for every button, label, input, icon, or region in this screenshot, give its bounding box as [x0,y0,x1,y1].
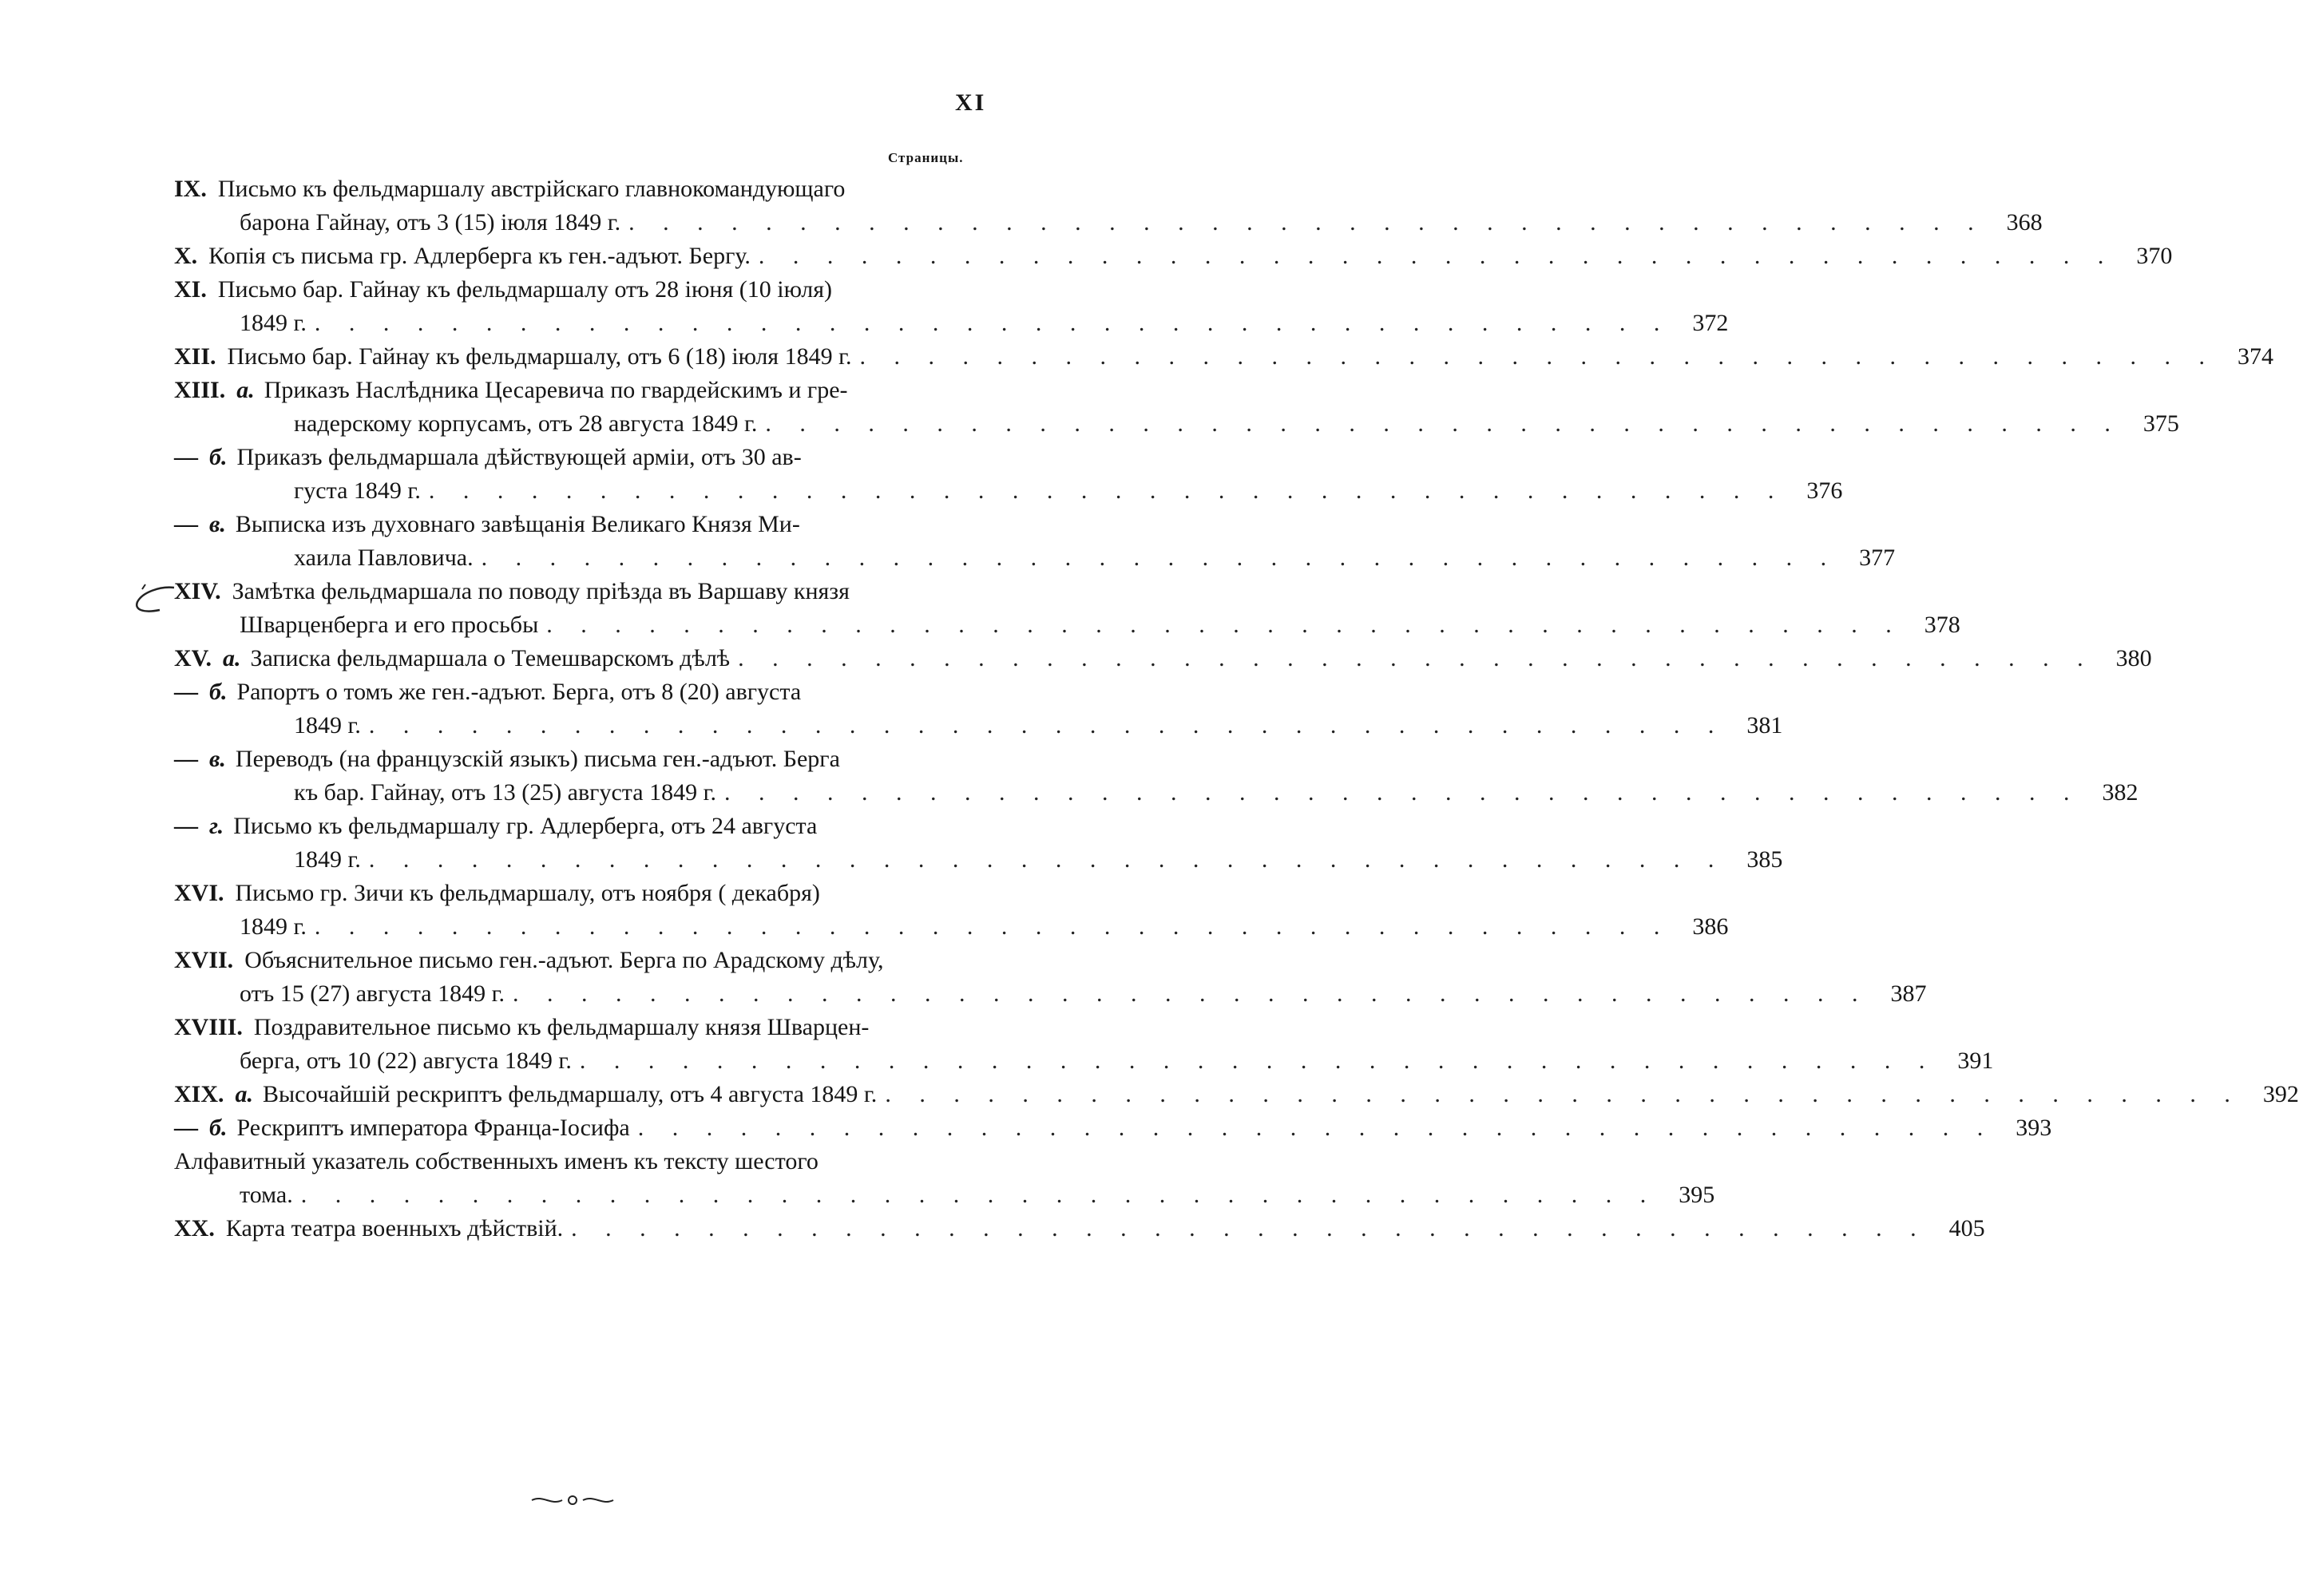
toc-page-number: 387 [1890,980,1927,1007]
toc-entry [174,1212,1985,1246]
toc-letter: в. [209,746,226,772]
toc-line [174,743,979,776]
toc-page-number: 381 [1746,712,1783,739]
toc-page-number: 368 [2006,209,2043,236]
toc-text: 1849 г. [240,310,307,336]
toc-text: берга, отъ 10 (22) августа 1849 г. [240,1047,572,1074]
toc-text: 1849 г. [294,846,361,873]
toc-line [174,407,2179,441]
toc-page-number: 395 [1679,1182,1715,1208]
toc-text: отъ 15 (27) августа 1849 г. [240,980,505,1007]
toc-number: — [174,444,198,470]
toc-text: густа 1849 г. [294,477,421,504]
toc-line [174,1111,2052,1145]
toc-text: Письмо къ фельдмаршалу гр. Адлерберга, отъ 24 августа [233,813,818,839]
toc-line [174,608,1960,642]
leader-dots: . . . . . . . . . . . . . . . . . . . . . . . . . . . . . . . . . . . . . . . . [300,1182,1658,1208]
toc-text: Рескриптъ императора Франца-Іосифа [236,1115,630,1141]
toc-line [174,474,1843,508]
toc-line [174,642,2152,675]
toc-text: Алфавитный указатель собственныхъ именъ къ тексту шестого [174,1148,819,1174]
toc-text: Поздравительное письмо къ фельдмаршалу князя Шварцен- [253,1014,870,1040]
toc-text: 1849 г. [294,712,361,739]
toc-line [174,675,979,709]
toc-line [174,776,2138,810]
toc-number: — [174,813,198,839]
toc-line [174,1011,979,1044]
toc-entry [174,374,2179,441]
toc-page-number: 386 [1692,913,1729,940]
toc-text: Шварценберга и его просьбы [240,612,539,638]
toc-number: — [174,1115,198,1141]
toc-letter: б. [209,1115,228,1141]
toc-page-number: 370 [2136,243,2173,269]
toc-text: Выписка изъ духовнаго завѣщанія Великаго Князя Ми- [235,511,800,537]
toc-text: къ бар. Гайнау, отъ 13 (25) августа 1849 г. [294,779,716,806]
toc-letter: б. [209,444,228,470]
toc-entry [174,743,2138,810]
toc-text: Записка фельдмаршала о Темешварскомъ дѣлѣ [250,645,731,671]
toc-entry [174,1011,1994,1078]
toc-line [174,206,2043,240]
leader-dots: . . . . . . . . . . . . . . . . . . . . . . . . . . . . . . . . . . . . . . . . [859,343,2217,370]
toc-page-number: 405 [1948,1215,1985,1242]
leader-dots: . . . . . . . . . . . . . . . . . . . . . . . . . . . . . . . . . . . . . . . . [628,209,1985,236]
toc-entry [174,1078,2299,1111]
toc-number: XV. [174,645,212,671]
toc-entry [174,675,1783,743]
toc-entry [174,642,2152,675]
toc-entry [174,508,1896,575]
toc-line [174,1145,979,1178]
toc-line [174,877,979,910]
toc-entry [174,240,2173,273]
toc-number: — [174,511,198,537]
toc-entry [174,575,1960,642]
toc-number: IX. [174,176,207,202]
ornament-divider [529,1491,616,1509]
toc-line [174,172,979,206]
toc-text: Приказъ фельдмаршала дѣйствующей арміи, отъ 30 ав- [236,444,802,470]
toc-page-number: 372 [1692,310,1729,336]
toc-entry [174,1111,2052,1145]
toc-line [174,810,979,843]
toc-entry [174,273,1729,340]
toc-page-number: 382 [2102,779,2138,806]
toc-line [174,843,1783,877]
leader-dots: . . . . . . . . . . . . . . . . . . . . . . . . . . . . . . . . . . . . . . . . [738,645,2095,671]
toc-number: — [174,746,198,772]
toc-page-number: 374 [2238,343,2274,370]
toc-text: Карта театра военныхъ дѣйствій. [225,1215,564,1242]
toc-line [174,307,1729,340]
toc-line [174,1212,1985,1246]
toc-number: XII. [174,343,216,370]
toc-line [174,273,979,307]
leader-dots: . . . . . . . . . . . . . . . . . . . . . . . . . . . . . . . . . . . . . . . . [724,779,2081,806]
toc-page-number: 385 [1746,846,1783,873]
leader-dots: . . . . . . . . . . . . . . . . . . . . . . . . . . . . . . . . . . . . . . . . [571,1215,1928,1242]
toc-text: 1849 г. [240,913,307,940]
toc-line [174,1078,2299,1111]
toc-text: Замѣтка фельдмаршала по поводу пріѣзда въ Варшаву князя [232,578,850,604]
leader-dots: . . . . . . . . . . . . . . . . . . . . . . . . . . . . . . . . . . . . . . . . [579,1047,1936,1074]
toc-number: XIII. [174,377,226,403]
toc-text: Копія съ письма гр. Адлерберга къ ген.-адъют. Бергу. [208,243,751,269]
toc-text: хаила Павловича. [294,545,474,571]
toc-text: Приказъ Наслѣдника Цесаревича по гвардейскимъ и гре- [264,377,848,403]
leader-dots: . . . . . . . . . . . . . . . . . . . . . . . . . . . . . . . . . . . . . . . . [314,913,1671,940]
toc-letter: б. [209,679,228,705]
toc-letter: г. [209,813,224,839]
toc-line [174,441,979,474]
toc-number: XVII. [174,947,234,973]
toc-text: тома. [240,1182,293,1208]
toc-text: Высочайшій рескриптъ фельдмаршалу, отъ 4 августа 1849 г. [263,1081,878,1107]
toc-line [174,977,1927,1011]
toc-line [174,508,979,541]
toc-line [174,709,1783,743]
leader-dots: . . . . . . . . . . . . . . . . . . . . . . . . . . . . . . . . . . . . . . . . [637,1115,1995,1141]
toc-number: XVIII. [174,1014,243,1040]
toc-line [174,575,979,608]
toc-number: XI. [174,276,207,303]
pages-column-label: Страницы. [888,150,964,165]
toc-number: XX. [174,1215,215,1242]
toc-entry [174,877,1729,944]
toc-line [174,340,2274,374]
toc-letter: а. [236,377,255,403]
toc-page-number: 378 [1924,612,1960,638]
leader-dots: . . . . . . . . . . . . . . . . . . . . . . . . . . . . . . . . . . . . . . . . [481,545,1838,571]
leader-dots: . . . . . . . . . . . . . . . . . . . . . . . . . . . . . . . . . . . . . . . . [428,477,1786,504]
toc-page-number: 391 [1957,1047,1994,1074]
leader-dots: . . . . . . . . . . . . . . . . . . . . . . . . . . . . . . . . . . . . . . . . [765,410,2122,437]
toc-line [174,374,979,407]
toc-text: Рапортъ о томъ же ген.-адъют. Берга, отъ 8 (20) августа [236,679,802,705]
toc-page-number: 392 [2262,1081,2299,1107]
toc-entry [174,441,1843,508]
toc-line [174,1044,1994,1078]
toc-page-number: 393 [2016,1115,2052,1141]
toc-entry [174,810,1783,877]
toc-text: Объяснительное письмо ген.-адъют. Берга по Арадскому дѣлу, [244,947,884,973]
toc-line [174,944,979,977]
leader-dots: . . . . . . . . . . . . . . . . . . . . . . . . . . . . . . . . . . . . . . . . [885,1081,2242,1107]
toc-entry [174,340,2274,374]
toc-entry [174,1145,1715,1212]
toc-entry [174,944,1927,1011]
toc-line [174,240,2173,273]
toc-text: Письмо бар. Гайнау къ фельдмаршалу, отъ 6 (18) іюля 1849 г. [227,343,852,370]
toc-line [174,1178,1715,1212]
toc-letter: в. [209,511,226,537]
toc-letter: а. [222,645,241,671]
toc-page-number: 375 [2142,410,2179,437]
toc-page-number: 377 [1859,545,1896,571]
toc-page-number: 380 [2115,645,2152,671]
toc-number: XIV. [174,578,221,604]
toc-text: Письмо бар. Гайнау къ фельдмаршалу отъ 28 іюня (10 іюля) [217,276,833,303]
toc-text: Письмо къ фельдмаршалу австрійскаго главнокомандующаго [217,176,846,202]
toc-number: XIX. [174,1081,224,1107]
leader-dots: . . . . . . . . . . . . . . . . . . . . . . . . . . . . . . . . . . . . . . . . [314,310,1671,336]
toc-number: XVI. [174,880,224,906]
leader-dots: . . . . . . . . . . . . . . . . . . . . . . . . . . . . . . . . . . . . . . . . [758,243,2115,269]
toc-text: Переводъ (на французскій языкъ) письма ген.-адъют. Берга [235,746,840,772]
toc-text: надерскому корпусамъ, отъ 28 августа 1849 г. [294,410,758,437]
toc-line [174,910,1729,944]
toc-number: X. [174,243,198,269]
toc-letter: а. [235,1081,254,1107]
leader-dots: . . . . . . . . . . . . . . . . . . . . . . . . . . . . . . . . . . . . . . . . [513,980,1869,1007]
leader-dots: . . . . . . . . . . . . . . . . . . . . . . . . . . . . . . . . . . . . . . . . [368,712,1726,739]
toc-text: Письмо гр. Зичи къ фельдмаршалу, отъ ноября ( декабря) [235,880,820,906]
toc-line [174,541,1896,575]
toc-entry [174,172,2043,240]
leader-dots: . . . . . . . . . . . . . . . . . . . . . . . . . . . . . . . . . . . . . . . . [368,846,1726,873]
toc-text: барона Гайнау, отъ 3 (15) іюля 1849 г. [240,209,621,236]
toc-page-number: 376 [1806,477,1843,504]
leader-dots: . . . . . . . . . . . . . . . . . . . . . . . . . . . . . . . . . . . . . . . . [546,612,1903,638]
page-number: XI [955,89,987,116]
table-of-contents [174,172,2299,1246]
toc-number: — [174,679,198,705]
